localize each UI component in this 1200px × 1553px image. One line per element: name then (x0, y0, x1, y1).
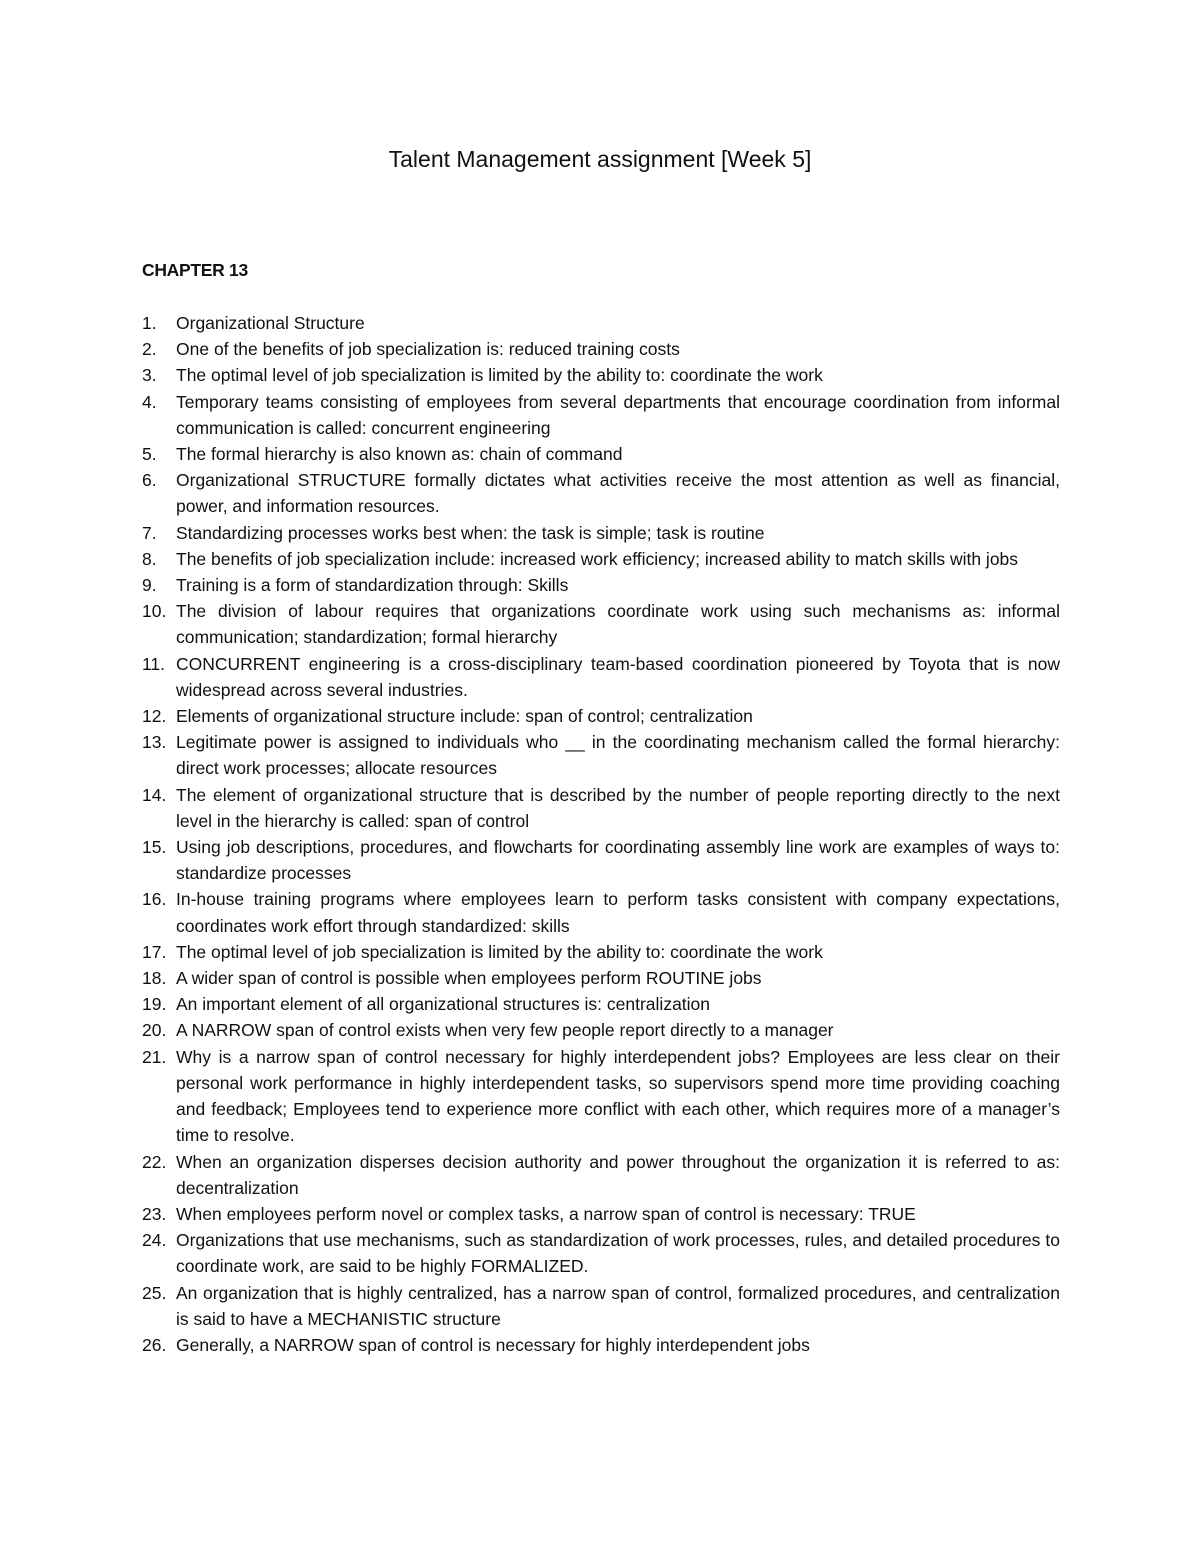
list-item-text: One of the benefits of job specialization is: reduced training costs (176, 339, 680, 360)
list-item-text: Temporary teams consisting of employees from several departments that encourage coordination from informal communication is called: concurrent engineering (176, 391, 1060, 438)
list-item (142, 886, 1060, 938)
list-item (142, 939, 1060, 965)
list-item-text: The division of labour requires that organizations coordinate work using such mechanisms as: informal communication; standardization; formal hierarchy (176, 601, 1060, 648)
list-item (142, 310, 1060, 336)
list-item (142, 389, 1060, 441)
list-item-number: 2. (142, 339, 157, 360)
list-item-text: Generally, a NARROW span of control is necessary for highly interdependent jobs (176, 1334, 810, 1355)
list-item (142, 991, 1060, 1017)
list-item (142, 441, 1060, 467)
list-item-number: 24. (142, 1230, 167, 1251)
list-item-number: 10. (142, 601, 167, 622)
list-item-number: 18. (142, 968, 167, 989)
list-item (142, 1201, 1060, 1227)
list-item-text: Elements of organizational structure include: span of control; centralization (176, 706, 753, 727)
list-item-text: Standardizing processes works best when: the task is simple; task is routine (176, 522, 765, 543)
list-item-text: Legitimate power is assigned to individuals who __ in the coordinating mechanism called the formal hierarchy: direct work processes; allocate resources (176, 732, 1060, 779)
list-item-number: 25. (142, 1282, 167, 1303)
list-item-number: 4. (142, 391, 157, 412)
list-item-number: 9. (142, 575, 157, 596)
list-item (142, 1280, 1060, 1332)
list-item-text: An organization that is highly centralized, has a narrow span of control, formalized procedures, and centralization is said to have a MECHANISTIC structure (176, 1282, 1060, 1329)
list-item-text: Organizational STRUCTURE formally dictates what activities receive the most attention as well as financial, power, and information resources. (176, 470, 1060, 517)
chapter-heading: CHAPTER 13 (142, 260, 248, 280)
list-item (142, 834, 1060, 886)
list-item-number: 14. (142, 784, 167, 805)
list-item-number: 15. (142, 837, 167, 858)
list-item-text: Organizational Structure (176, 313, 365, 333)
list-item (142, 362, 1060, 388)
list-item (142, 1332, 1060, 1358)
document-title: Talent Management assignment [Week 5] (388, 146, 812, 172)
list-item (142, 651, 1060, 703)
list-item-number: 5. (142, 444, 157, 465)
list-item-number: 13. (142, 732, 167, 753)
list-item-text: The optimal level of job specialization is limited by the ability to: coordinate the work (176, 365, 823, 386)
list-item-text: The benefits of job specialization include: increased work efficiency; increased ability to match skills with jobs (176, 548, 1019, 569)
list-item-number: 11. (142, 653, 166, 674)
list-item-text: A NARROW span of control exists when very few people report directly to a manager (176, 1020, 834, 1041)
question-list (142, 310, 1060, 1358)
list-item-number: 7. (142, 522, 157, 543)
list-item-text: The optimal level of job specialization is limited by the ability to: coordinate the work (176, 941, 823, 962)
list-item (142, 965, 1060, 991)
list-item-number: 20. (142, 1020, 167, 1041)
list-item (142, 1017, 1060, 1043)
list-item-number: 1. (142, 313, 157, 333)
list-item (142, 467, 1060, 519)
list-item (142, 546, 1060, 572)
list-item-text: Using job descriptions, procedures, and flowcharts for coordinating assembly line work are examples of ways to: standardize processes (176, 837, 1060, 884)
list-item (142, 1044, 1060, 1149)
list-item (142, 598, 1060, 650)
list-item-text: CONCURRENT engineering is a cross-disciplinary team-based coordination pioneered by Toyota that is now widespread across several industries. (176, 653, 1060, 700)
list-item-number: 21. (142, 1046, 167, 1067)
list-item-text: A wider span of control is possible when employees perform ROUTINE jobs (176, 968, 762, 989)
list-item-number: 22. (142, 1151, 167, 1172)
list-item-text: Training is a form of standardization through: Skills (176, 575, 569, 596)
list-item (142, 729, 1060, 781)
list-item-number: 17. (142, 941, 167, 962)
list-item-number: 16. (142, 889, 167, 910)
list-item (142, 572, 1060, 598)
list-item-number: 12. (142, 706, 167, 727)
list-item (142, 520, 1060, 546)
list-item (142, 336, 1060, 362)
list-item-number: 26. (142, 1334, 167, 1355)
list-item-number: 3. (142, 365, 157, 386)
list-item-number: 8. (142, 548, 157, 569)
list-item (142, 703, 1060, 729)
list-item-text: In-house training programs where employees learn to perform tasks consistent with company expectations, coordinates work effort through standardized: skills (176, 889, 1060, 936)
list-item-text: When an organization disperses decision authority and power throughout the organization it is referred to as: decentralization (176, 1151, 1060, 1198)
list-item-text: The element of organizational structure that is described by the number of people reporting directly to the next level in the hierarchy is called: span of control (176, 784, 1060, 831)
list-item-number: 19. (142, 994, 167, 1015)
list-item-number: 6. (142, 470, 157, 491)
list-item-text: The formal hierarchy is also known as: chain of command (176, 444, 623, 465)
list-item-text: When employees perform novel or complex tasks, a narrow span of control is necessary: TRUE (176, 1203, 916, 1224)
list-item (142, 782, 1060, 834)
list-item (142, 1149, 1060, 1201)
list-item (142, 1227, 1060, 1279)
list-item-text: Why is a narrow span of control necessary for highly interdependent jobs? Employees are less clear on their personal work performance in highly interdependent tasks, so supervisors spend more time providing coaching and feedback; Employees tend to experience more conflict with each other, which requires more of a manager’s time to resolve. (176, 1046, 1060, 1146)
list-item-text: An important element of all organizational structures is: centralization (176, 994, 711, 1015)
list-item-text: Organizations that use mechanisms, such as standardization of work processes, rules, and detailed procedures to coordinate work, are said to be highly FORMALIZED. (176, 1230, 1060, 1277)
list-item-number: 23. (142, 1203, 167, 1224)
